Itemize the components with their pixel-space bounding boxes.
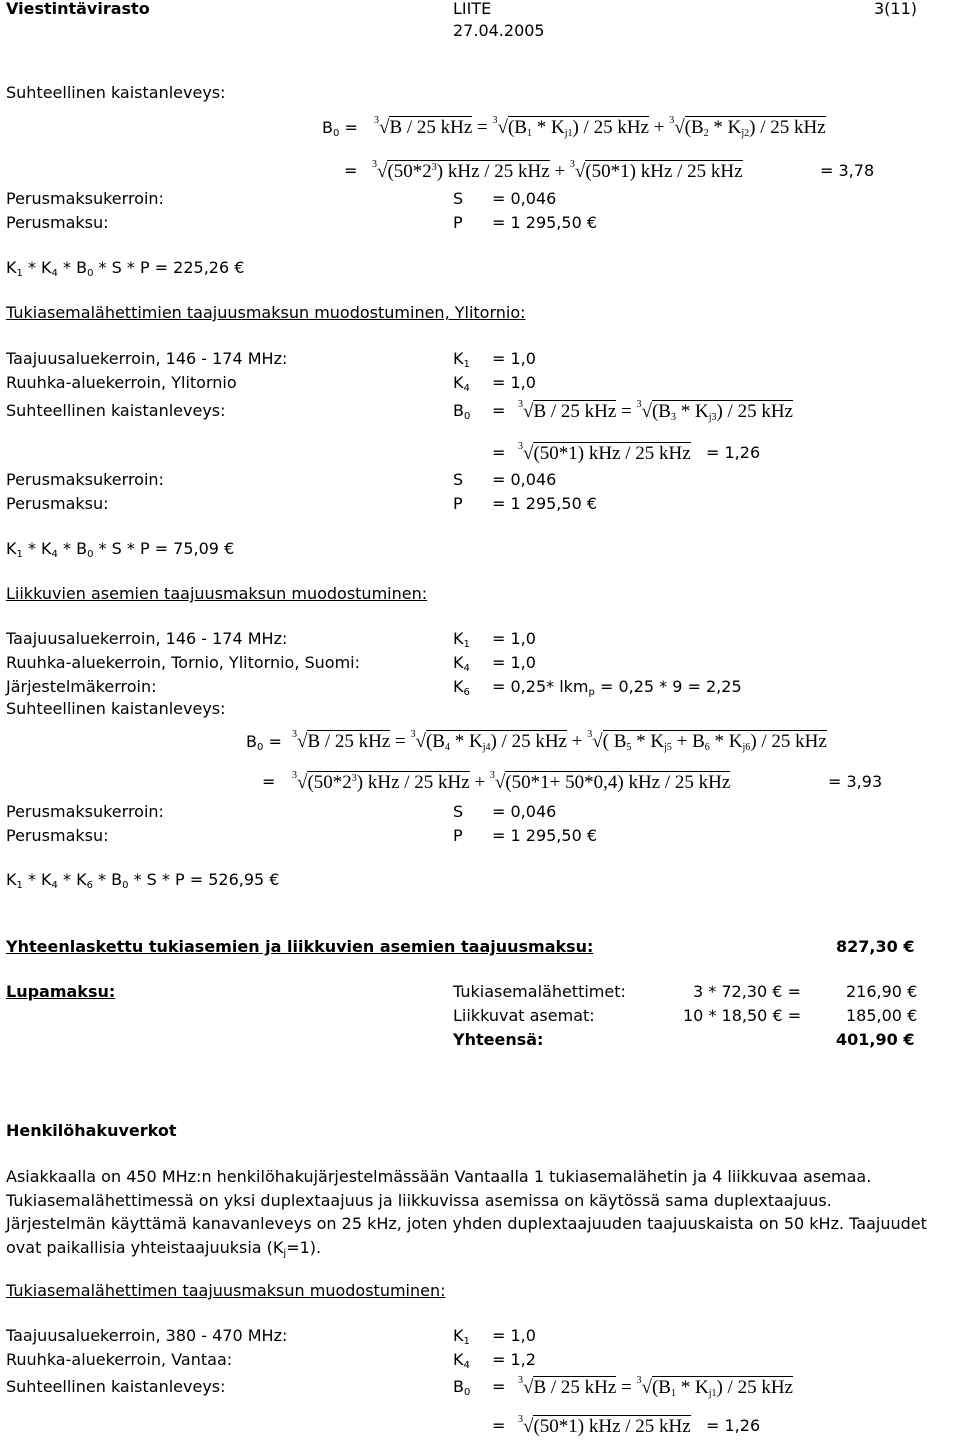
k4-value: = 1,0 [492,373,536,392]
euro-icon: € [586,826,598,845]
license-total-value: 401,90 € [836,1030,915,1049]
mobile-stations-calc: 10 * 18,50 € = [683,1006,802,1025]
formula-4-root-a: $^3$√B / 25 kHz = $^3√(B_1 * K_{j1}) / 25$ kHz [518,1375,793,1399]
fee-result-1: $K_1 * K_4 * B_0 * S * P = 225,26$ € [6,258,245,279]
bandwidth-result: = 3,93 [828,772,883,791]
formula-1-root-b: $^3√(50*2^3)$ kHz / 25 kHz + $^3$√(50*1) kHz / 25 kHz [372,159,743,182]
s-value: = 0,046 [492,802,557,821]
paging-description: Asiakkaalla on 450 MHz:n henkilöhakujärjestelmässään Vantaalla 1 tukiasemalähetin ja 4 liikkuvaa asemaa. Tukiasemalähettimessä on yksi duplextaajuus ja liikkuvissa asemissa on käytössä sama duplextaajuus. Järjestelmän käyttämä kanavanleveys on 25 kHz, joten yhden duplextaajuuden taajuuskaista on 50 kHz. Taajuudet ovat paikallisia yhteistaajuuksia $(K_j=1)$. [6,1167,927,1259]
total-frequency-fee-value: 827,30 € [836,937,915,956]
system-coefficient-label: Järjestelmäkerroin: [6,677,157,696]
bandwidth-label: Suhteellinen kaistanleveys: [6,83,226,102]
euro-icon: € [772,1006,783,1025]
formula-3-root-b: $^3√(50*2^3)$ kHz / 25 kHz + $^3$√(50*1+ 50*0,4) kHz / 25 kHz [292,770,731,793]
section-heading-paging-networks: Henkilöhakuverkot [6,1121,177,1140]
bandwidth-label: Suhteellinen kaistanleveys: [6,401,226,420]
frequency-coefficient-label: Taajuusaluekerroin, 380 - 470 MHz: [6,1326,288,1345]
base-transmitters-calc: 3 * 72,30 € = [693,982,801,1001]
attachment-label: LIITE [453,0,492,18]
equals-sign: = [492,443,506,462]
congestion-coefficient-label: Ruuhka-aluekerroin, Ylitornio [6,373,237,392]
k1-value: = 1,0 [492,349,536,368]
license-total-label: Yhteensä: [453,1030,544,1049]
bandwidth-label: Suhteellinen kaistanleveys: [6,1377,226,1396]
bandwidth-label: Suhteellinen kaistanleveys: [6,699,226,718]
p-symbol: P [453,826,463,845]
s-value: = 0,046 [492,470,557,489]
equals-sign: = [492,401,506,420]
fee-result-2: $K_1 * K_4 * B_0 * S * P = 75,09$ € [6,539,235,560]
mobile-stations-label: Liikkuvat asemat: [453,1006,595,1025]
fee-result-3: $K_1 * K_4 * K_6 * B_0 * S * P = 526,95$ € [6,870,280,891]
b0-symbol: $B_0$ [453,1377,471,1398]
congestion-coefficient-label: Ruuhka-aluekerroin, Tornio, Ylitornio, Suomi: [6,653,360,672]
euro-icon: € [234,258,245,277]
b0-symbol: $B_0$ = [246,732,282,753]
p-value: = 1 295,50 € [492,213,598,232]
euro-icon: € [586,494,598,513]
euro-icon: € [903,937,915,956]
euro-icon: € [224,539,235,558]
equals-sign: = [344,161,358,180]
mobile-stations-value: 185,00 € [846,1006,918,1025]
formula-2-root-a: $^3$√B / 25 kHz = $^3√(B_3 * K_{j3}) / 25$ kHz [518,399,793,423]
k1-value: = 1,0 [492,629,536,648]
base-coefficient-label: Perusmaksukerroin: [6,189,164,208]
base-coefficient-label: Perusmaksukerroin: [6,470,164,489]
p-symbol: P [453,213,463,232]
s-symbol: S [453,802,464,821]
bandwidth-result: = 1,26 [706,443,761,462]
base-coefficient-label: Perusmaksukerroin: [6,802,164,821]
euro-icon: € [269,870,280,889]
equals-sign: = [492,1416,506,1435]
euro-icon: € [903,1030,915,1049]
s-value: = 0,046 [492,189,557,208]
k1-symbol: $K_1$ [453,1326,470,1347]
agency-name: Viestintävirasto [6,0,150,18]
equals-sign: = [492,1377,506,1396]
section-heading-base-station-ylitornio: Tukiasemalähettimien taajuusmaksun muodostuminen, Ylitornio: [6,303,526,322]
k6-value: = 0,25* lkm$_p$ = 0,25 * 9 = 2,25 [492,677,742,698]
page-number: 3(11) [874,0,918,18]
k4-symbol: $K_4$ [453,373,470,394]
congestion-coefficient-label: Ruuhka-aluekerroin, Vantaa: [6,1350,233,1369]
k6-symbol: $K_6$ [453,677,470,698]
formula-2-root-b: $^3$√(50*1) kHz / 25 kHz [518,441,691,464]
k1-value: = 1,0 [492,1326,536,1345]
euro-icon: € [907,982,918,1001]
s-symbol: S [453,189,464,208]
s-symbol: S [453,470,464,489]
bandwidth-result: = 1,26 [706,1416,761,1435]
base-transmitters-label: Tukiasemalähettimet: [453,982,626,1001]
formula-4-root-b: $^3$√(50*1) kHz / 25 kHz [518,1414,691,1437]
frequency-coefficient-label: Taajuusaluekerroin, 146 - 174 MHz: [6,629,288,648]
formula-3-root-a: $^3$√B / 25 kHz = $^3√(B_4 * K_{j4}) / 25$ kHz + $^3$√( $B_5 * K_{j5} + B_6 * K_{j6}) / 25$ kHz [292,729,827,753]
bandwidth-result: = 3,78 [820,161,875,180]
total-frequency-fee-label: Yhteenlaskettu tukiasemien ja liikkuvien asemien taajuusmaksu: [6,937,594,956]
p-symbol: P [453,494,463,513]
p-value: = 1 295,50 € [492,494,598,513]
base-fee-label: Perusmaksu: [6,494,109,513]
base-transmitters-value: 216,90 € [846,982,918,1001]
formula-1-root-a: $^3$√B / 25 kHz = $^3√(B_1 * K_{j1}) / 25$ kHz + $^3√(B_2 * K_{j2}) / 25$ kHz [374,115,826,139]
euro-icon: € [907,1006,918,1025]
b0-symbol: $B_0$ = [322,118,358,139]
b0-symbol: $B_0$ [453,401,471,422]
p-value: = 1 295,50 € [492,826,598,845]
section-heading-mobile-stations: Liikkuvien asemien taajuusmaksun muodostuminen: [6,584,428,603]
k4-value: = 1,2 [492,1350,536,1369]
license-fee-label: Lupamaksu: [6,982,116,1001]
k1-symbol: $K_1$ [453,349,470,370]
k4-value: = 1,0 [492,653,536,672]
section-heading-base-station: Tukiasemalähettimen taajuusmaksun muodostuminen: [6,1281,446,1300]
k1-symbol: $K_1$ [453,629,470,650]
base-fee-label: Perusmaksu: [6,213,109,232]
k4-symbol: $K_4$ [453,1350,470,1371]
equals-sign: = [262,772,276,791]
base-fee-label: Perusmaksu: [6,826,109,845]
euro-icon: € [586,213,598,232]
document-date: 27.04.2005 [453,21,545,40]
frequency-coefficient-label: Taajuusaluekerroin, 146 - 174 MHz: [6,349,288,368]
euro-icon: € [772,982,783,1001]
k4-symbol: $K_4$ [453,653,470,674]
